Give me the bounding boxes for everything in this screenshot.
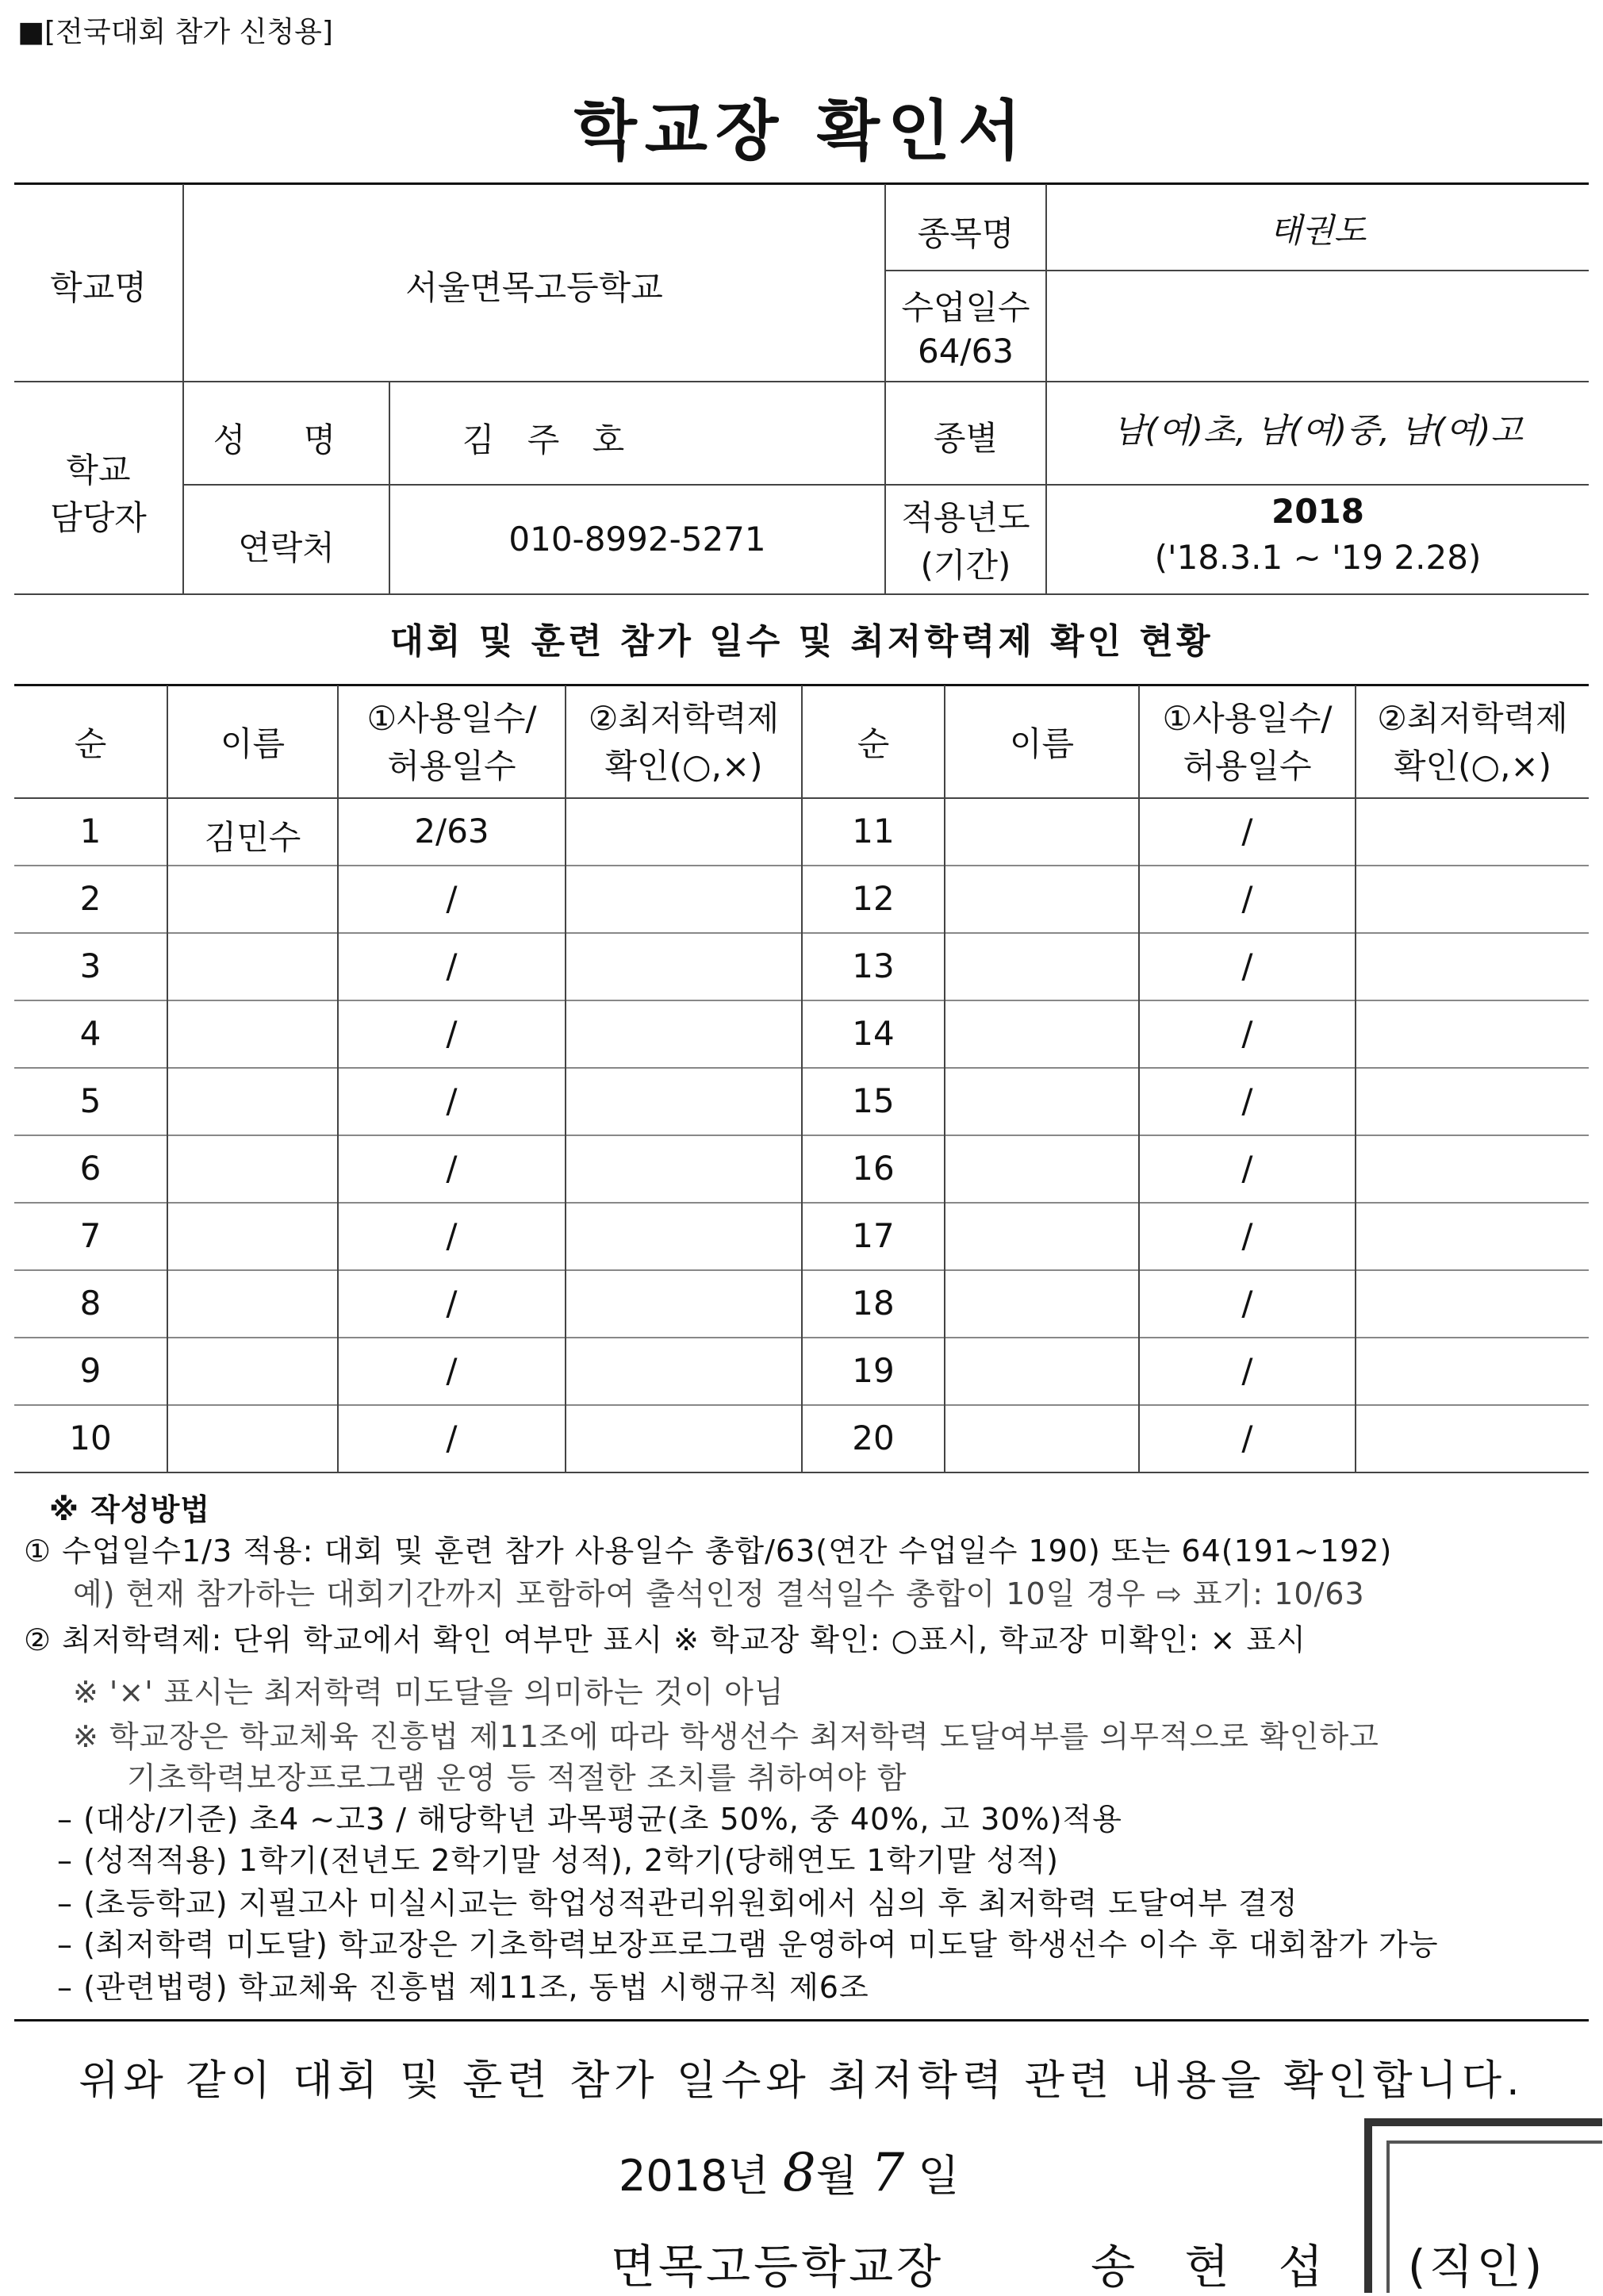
gender-value: 남(여)초, 남(여)중, 남(여)고 [1113,411,1523,450]
table-top-rule [14,182,1589,185]
header-name: 이름 [1009,724,1075,763]
period-value: ('18.3.1 ~ '19 2.28) [1154,538,1482,577]
principal-name: 송 현 섭 [1091,2240,1341,2294]
cell-days: / [446,1284,458,1323]
cell-days: / [1241,1284,1253,1323]
contact-value: 010-8992-5271 [508,520,766,559]
header-days-1: ①사용일수/ [1162,699,1333,738]
cell-no: 10 [69,1419,112,1457]
note-line: – (관련법령) 학교체육 진흥법 제11조, 동법 시행규칙 제6조 [57,1970,869,2005]
cell-days: / [446,879,458,918]
cell-days: / [1241,1216,1253,1255]
staff-name-label: 성 명 [213,420,360,459]
cell-days: / [446,1419,458,1457]
gender-label: 종별 [933,419,999,458]
principal-title: 면목고등학교장 [611,2240,945,2294]
staff-name-value: 김 주 호 [462,420,636,459]
cell-days: / [446,1014,458,1053]
cell-no: 8 [79,1284,102,1323]
cell-no: 6 [79,1149,102,1188]
cell-no: 16 [852,1149,895,1188]
col-divider [565,685,566,1472]
contact-label: 연락처 [238,528,335,567]
header-min-1: ②최저학력제 [588,699,780,738]
divider [14,381,1589,382]
cell-days: / [1241,946,1253,985]
header-no: 순 [857,724,890,763]
cell-days: / [1241,1351,1253,1390]
cell-no: 13 [852,946,895,985]
year-label-1: 적용년도 [901,498,1030,537]
cell-no: 11 [852,812,895,850]
staff-label-2: 담당자 [50,498,147,537]
date-year: 2018년 [619,2151,769,2201]
cell-no: 19 [852,1351,895,1390]
class-days-value: 64/63 [917,332,1014,371]
school-name-value: 서울면목고등학교 [405,268,663,307]
divider [14,593,1589,595]
date-month-label: 월 [815,2151,857,2201]
cell-days: / [1241,1419,1253,1457]
header-min-2: 확인(○,×) [604,747,763,785]
cell-days: / [1241,1149,1253,1188]
header-min-1: ②최저학력제 [1377,699,1568,738]
page-title: 학교장 확인서 [573,94,1030,169]
date-day-label: 일 [918,2151,960,2201]
cell-no: 12 [852,879,895,918]
cell-days: / [446,1081,458,1120]
confirmation-text: 위와 같이 대회 및 훈련 참가 일수와 최저학력 관련 내용을 확인합니다. [79,2057,1524,2105]
note-line: 기초학력보장프로그램 운영 등 적절한 조치를 취하여야 함 [127,1760,907,1795]
col-divider [167,685,168,1472]
note-line: – (최저학력 미도달) 학교장은 기초학력보장프로그램 운영하여 미도달 학생선수 이수 후 대회참가 가능 [57,1927,1439,1962]
class-days-label: 수업일수 [901,288,1030,327]
cell-name: 김민수 [204,818,301,857]
date-month-handwritten: 8 [782,2142,816,2203]
date-day-handwritten: 7 [871,2142,905,2203]
note-line: – (성적적용) 1학기(전년도 2학기말 성적), 2학기(당해연도 1학기말 성적) [57,1843,1059,1878]
status-bottom-rule [14,1472,1589,1473]
note-line: – (대상/기준) 초4 ~고3 / 해당학년 과목평균(초 50%, 중 40%, 고 30%)적용 [57,1802,1122,1837]
document-tag: ■[전국대회 참가 신청용] [17,16,333,48]
cell-no: 3 [79,946,102,985]
note-line: – (초등학교) 지필고사 미실시교는 학업성적관리위원회에서 심의 후 최저학력 도달여부 결정 [57,1886,1298,1921]
year-label-2: (기간) [920,546,1011,585]
note-line: ② 최저학력제: 단위 학교에서 확인 여부만 표시 ※ 학교장 확인: ○표시, 학교장 미확인: × 표시 [24,1622,1306,1657]
seal-label: (직인) [1407,2240,1546,2294]
divider [884,270,1589,271]
cell-no: 5 [79,1081,102,1120]
status-section-title: 대회 및 훈련 참가 일수 및 최저학력제 확인 현황 [389,621,1214,662]
date-line [619,2142,959,2203]
event-label: 종목명 [917,214,1014,253]
cell-days: 2/63 [414,812,489,850]
year-value: 2018 [1271,492,1364,531]
note-line: ※ 학교장은 학교체육 진흥법 제11조에 따라 학생선수 최저학력 도달여부를 의무적으로 확인하고 [73,1719,1379,1754]
cell-days: / [446,1216,458,1255]
cell-no: 15 [852,1081,895,1120]
cell-days: / [1241,1014,1253,1053]
note-line: ① 수업일수1/3 적용: 대회 및 훈련 참가 사용일수 총합/63(연간 수업일수 190) 또는 64(191~192) [24,1534,1393,1568]
header-name: 이름 [220,724,286,763]
note-line: 예) 현재 참가하는 대회기간까지 포함하여 출석인정 결석일수 총합이 10일 경우 ⇨ 표기: 10/63 [73,1576,1365,1611]
cell-no: 4 [79,1014,102,1053]
cell-no: 18 [852,1284,895,1323]
cell-days: / [1241,879,1253,918]
cell-days: / [446,1351,458,1390]
instructions-heading: ※ 작성방법 [49,1492,211,1527]
cell-days: / [1241,1081,1253,1120]
col-divider [944,685,945,1472]
cell-no: 7 [79,1216,102,1255]
event-value: 태권도 [1269,211,1367,250]
header-days-2: 허용일수 [387,747,516,785]
cell-no: 9 [79,1351,102,1390]
header-min-2: 확인(○,×) [1393,747,1552,785]
cell-days: / [446,1149,458,1188]
cell-no: 17 [852,1216,895,1255]
note-line: ※ '×' 표시는 최저학력 미도달을 의미하는 것이 아님 [73,1675,784,1710]
cell-days: / [446,946,458,985]
staff-label-1: 학교 [66,451,131,490]
cell-no: 20 [852,1419,895,1457]
cell-no: 1 [79,812,102,850]
cell-no: 2 [79,879,102,918]
header-days-1: ①사용일수/ [366,699,537,738]
cell-no: 14 [852,1014,895,1053]
cell-days: / [1241,812,1253,850]
header-no: 순 [74,724,107,763]
header-days-2: 허용일수 [1183,747,1312,785]
school-name-label: 학교명 [50,268,147,307]
notes-bottom-rule [14,2019,1589,2021]
official-seal [1364,2118,1602,2293]
col-divider [1355,685,1356,1472]
